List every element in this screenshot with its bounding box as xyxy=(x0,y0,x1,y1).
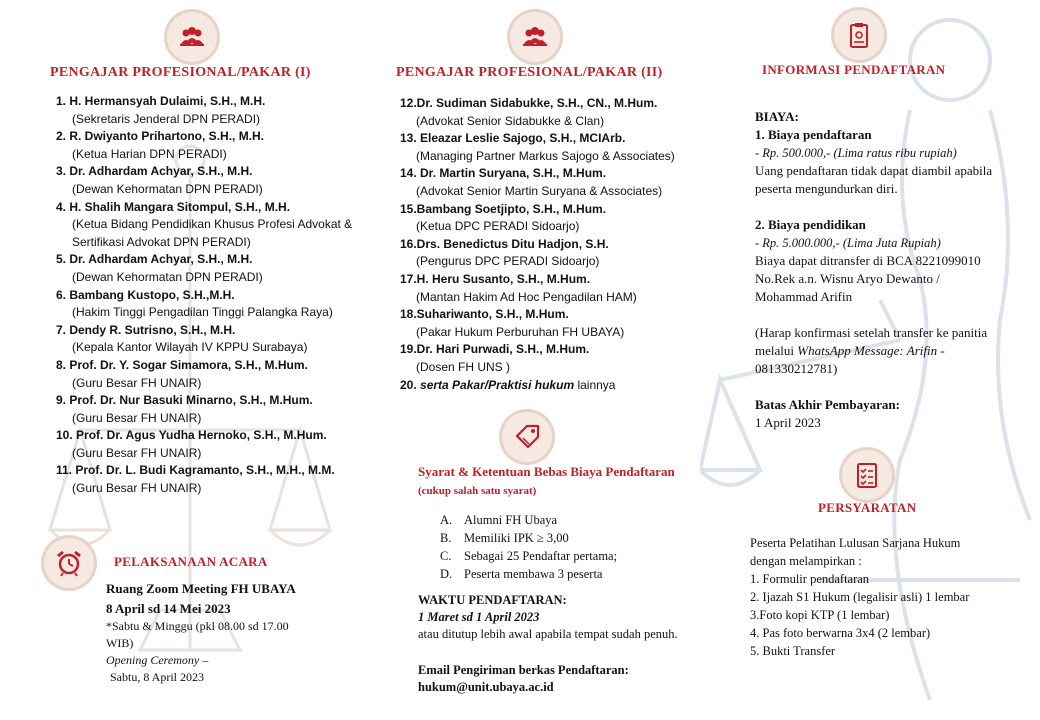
col1-lecturer-list xyxy=(56,93,386,498)
waktu-heading: WAKTU PENDAFTARAN: xyxy=(418,593,567,607)
syarat-badge xyxy=(502,412,552,462)
lecturer-item xyxy=(56,357,386,392)
lecturer-item xyxy=(56,322,386,357)
syarat-letter: D. xyxy=(440,567,453,581)
syarat-item xyxy=(440,511,617,529)
syarat-text: Memiliki IPK ≥ 3,00 xyxy=(464,531,569,545)
clipboard-icon xyxy=(844,20,874,50)
waktu-note: atau ditutup lebih awal apabila tempat sudah penuh. xyxy=(418,627,678,641)
lecturer-item xyxy=(400,130,730,165)
lecturer-role: (Ketua DPC PERADI Sidoarjo) xyxy=(416,219,580,234)
email-address: hukum@unit.ubaya.ac.id xyxy=(418,680,554,694)
lecturer-name: 12.Dr. Sudiman Sidabukke, S.H., CN., M.Hum. xyxy=(400,96,658,110)
confirm-note xyxy=(755,324,1005,378)
lecturer-name: 16.Drs. Benedictus Ditu Hadjon, S.H. xyxy=(400,236,609,251)
col3-top-badge xyxy=(834,10,884,60)
col1-top-badge xyxy=(167,12,217,62)
req-badge xyxy=(842,450,892,500)
lecturer-name: 9. Prof. Dr. Nur Basuki Minarno, S.H., M.Hum. xyxy=(56,393,313,408)
lecturer-item xyxy=(400,236,730,271)
event-schedule: *Sabtu & Minggu (pkl 08.00 sd 17.00 WIB) xyxy=(106,619,289,650)
lecturer-role: (Dosen FH UNS ) xyxy=(416,359,511,374)
lecturer-name: 18.Suhariwanto, S.H., M.Hum. xyxy=(400,307,569,322)
req-list xyxy=(750,570,990,660)
lecturer-item xyxy=(56,128,386,163)
req-item: 3.Foto kopi KTP (1 lembar) xyxy=(750,608,890,622)
group-icon xyxy=(520,22,550,52)
req-intro: Peserta Pelatihan Lulusan Sarjana Hukum dengan melampirkan : xyxy=(750,536,961,568)
event-details xyxy=(106,580,306,686)
waktu-dates: 1 Maret sd 1 April 2023 xyxy=(418,610,540,624)
lecturer-item xyxy=(400,271,730,306)
syarat-list xyxy=(440,511,617,583)
lecturer-item xyxy=(56,163,386,198)
lecturer-name: 2. R. Dwiyanto Prihartono, S.H., M.H. xyxy=(56,129,265,144)
deadline-label: Batas Akhir Pembayaran: xyxy=(755,397,900,412)
lecturer-name: 1. H. Hermansyah Dulaimi, S.H., M.H. xyxy=(56,94,266,108)
event-venue: Ruang Zoom Meeting FH UBAYA xyxy=(106,581,296,596)
price-tag-icon xyxy=(512,422,542,452)
syarat-text: Alumni FH Ubaya xyxy=(464,513,558,527)
lecturer-name: 19.Dr. Hari Purwadi, S.H., M.Hum. xyxy=(400,342,590,357)
col2-top-badge xyxy=(510,12,560,62)
fee2-title: 2. Biaya pendidikan xyxy=(755,217,866,232)
syarat-text: Peserta membawa 3 peserta xyxy=(464,567,603,581)
event-heading: PELAKSANAAN ACARA xyxy=(114,554,268,569)
fee1-note: Uang pendaftaran tidak dapat diambil apabila peserta mengundurkan diri. xyxy=(755,163,993,196)
syarat-heading-block xyxy=(418,463,678,500)
fee2-amount: - Rp. 5.000.000,- (Lima Juta Rupiah) xyxy=(755,236,941,250)
checklist-icon xyxy=(852,460,882,490)
item20-italic: serta Pakar/Praktisi hukum xyxy=(420,378,575,392)
lecturer-item xyxy=(56,199,386,252)
lecturer-role: (Dewan Kehormatan DPN PERADI) xyxy=(72,181,263,196)
syarat-text: Sebagai 25 Pendaftar pertama; xyxy=(464,549,618,563)
confirm-pre: (Harap konfirmasi setelah transfer ke panitia melalui xyxy=(755,325,988,358)
fee1-title: 1. Biaya pendaftaran xyxy=(755,127,872,142)
confirm-post: - 081330212781) xyxy=(755,343,945,376)
lecturer-name: 15.Bambang Soetjipto, S.H., M.Hum. xyxy=(400,201,607,216)
lecturer-name: 4. H. Shalih Mangara Sitompul, S.H., M.H. xyxy=(56,199,291,214)
event-dates: 8 April sd 14 Mei 2023 xyxy=(106,601,231,616)
lecturer-role: (Ketua Harian DPN PERADI) xyxy=(72,146,227,161)
lecturer-role: (Guru Besar FH UNAIR) xyxy=(72,445,202,460)
biaya-label: BIAYA: xyxy=(755,109,799,124)
confirm-whatsapp: WhatsApp Message: Arifin xyxy=(797,343,938,358)
lecturer-name: 8. Prof. Dr. Y. Sogar Simamora, S.H., M.Hum. xyxy=(56,357,308,372)
item20-number: 20. xyxy=(400,378,417,392)
fee2-note: Biaya dapat ditransfer di BCA 8221099010 No.Rek a.n. Wisnu Aryo Dewanto / Mohammad Arifin xyxy=(755,253,981,304)
email-label: Email Pengiriman berkas Pendaftaran: xyxy=(418,663,629,677)
syarat-note: (cukup salah satu syarat) xyxy=(418,485,537,497)
req-item: 1. Formulir pendaftaran xyxy=(750,572,870,586)
lecturer-item xyxy=(400,341,730,376)
lecturer-role: (Guru Besar FH UNAIR) xyxy=(72,410,202,425)
lecturer-role: (Mantan Hakim Ad Hoc Pengadilan HAM) xyxy=(416,289,637,304)
col2-lecturer-list xyxy=(400,95,730,377)
lecturer-item xyxy=(56,287,386,322)
lecturer-role: (Guru Besar FH UNAIR) xyxy=(72,375,202,390)
lecturer-item xyxy=(56,93,386,128)
lecturer-role: (Advokat Senior Sidabukke & Clan) xyxy=(416,113,605,128)
lecturer-item xyxy=(56,462,386,497)
lecturer-role: (Guru Besar FH UNAIR) xyxy=(72,481,202,496)
syarat-letter: A. xyxy=(440,513,453,527)
lecturer-name: 7. Dendy R. Sutrisno, S.H., M.H. xyxy=(56,322,236,337)
lecturer-name: 13. Eleazar Leslie Sajogo, S.H., MCIArb. xyxy=(400,131,626,146)
lecturer-item xyxy=(400,306,730,341)
col2-item-20 xyxy=(400,377,615,395)
lecturer-name: 5. Dr. Adhardam Achyar, S.H., M.H. xyxy=(56,252,253,267)
lecturer-item xyxy=(400,165,730,200)
lecturer-role: (Ketua Bidang Pendidikan Khusus Profesi Advokat & Sertifikasi Advokat DPN PERADI) xyxy=(72,217,353,249)
req-item: 4. Pas foto berwarna 3x4 (2 lembar) xyxy=(750,626,931,640)
lecturer-role: (Sekretaris Jenderal DPN PERADI) xyxy=(72,111,261,126)
alarm-clock-icon xyxy=(54,548,84,578)
lecturer-role: (Pakar Hukum Perburuhan FH UBAYA) xyxy=(416,324,625,339)
lecturer-role: (Hakim Tinggi Pengadilan Tinggi Palangka Raya) xyxy=(72,305,333,320)
lecturer-role: (Kepala Kantor Wilayah IV KPPU Surabaya) xyxy=(72,340,308,355)
lecturer-item xyxy=(400,95,730,130)
lecturer-role: (Pengurus DPC PERADI Sidoarjo) xyxy=(416,254,600,269)
lecturer-role: (Dewan Kehormatan DPN PERADI) xyxy=(72,269,263,284)
fee-info xyxy=(755,108,1005,432)
syarat-letter: C. xyxy=(440,549,452,563)
col1-heading: PENGAJAR PROFESIONAL/PAKAR (I) xyxy=(50,65,311,80)
lecturer-item xyxy=(56,251,386,286)
syarat-item xyxy=(440,565,617,583)
lecturer-name: 6. Bambang Kustopo, S.H.,M.H. xyxy=(56,287,235,302)
syarat-item xyxy=(440,529,617,547)
req-heading: PERSYARATAN xyxy=(818,500,917,515)
lecturer-item xyxy=(56,392,386,427)
event-badge xyxy=(44,538,94,588)
req-block xyxy=(750,534,990,660)
syarat-item xyxy=(440,547,617,565)
syarat-heading: Syarat & Ketentuan Bebas Biaya Pendaftaran xyxy=(418,464,675,479)
ceremony-label: Opening Ceremony – xyxy=(106,653,209,667)
deadline-date: 1 April 2023 xyxy=(755,415,821,430)
fee1-amount: - Rp. 500.000,- (Lima ratus ribu rupiah) xyxy=(755,146,957,160)
group-icon xyxy=(177,22,207,52)
item20-rest: lainnya xyxy=(577,378,616,392)
col2-heading: PENGAJAR PROFESIONAL/PAKAR (II) xyxy=(396,65,663,80)
col3-heading: INFORMASI PENDAFTARAN xyxy=(762,62,946,77)
lecturer-role: (Managing Partner Markus Sajogo & Associates) xyxy=(416,148,675,163)
lecturer-role: (Advokat Senior Martin Suryana & Associates) xyxy=(416,183,663,198)
lecturer-item xyxy=(56,427,386,462)
lecturer-name: 14. Dr. Martin Suryana, S.H., M.Hum. xyxy=(400,166,607,181)
lecturer-name: 11. Prof. Dr. L. Budi Kagramanto, S.H., M.H., M.M. xyxy=(56,463,335,478)
lecturer-name: 10. Prof. Dr. Agus Yudha Hernoko, S.H., M.Hum. xyxy=(56,428,327,443)
lecturer-name: 3. Dr. Adhardam Achyar, S.H., M.H. xyxy=(56,164,253,179)
lecturer-item xyxy=(400,201,730,236)
lecturer-name: 17.H. Heru Susanto, S.H., M.Hum. xyxy=(400,271,591,286)
req-item: 5. Bukti Transfer xyxy=(750,644,836,658)
waktu-block xyxy=(418,592,678,696)
ceremony-date: Sabtu, 8 April 2023 xyxy=(110,670,205,684)
req-item: 2. Ijazah S1 Hukum (legalisir asli) 1 lembar xyxy=(750,590,970,604)
syarat-letter: B. xyxy=(440,531,452,545)
